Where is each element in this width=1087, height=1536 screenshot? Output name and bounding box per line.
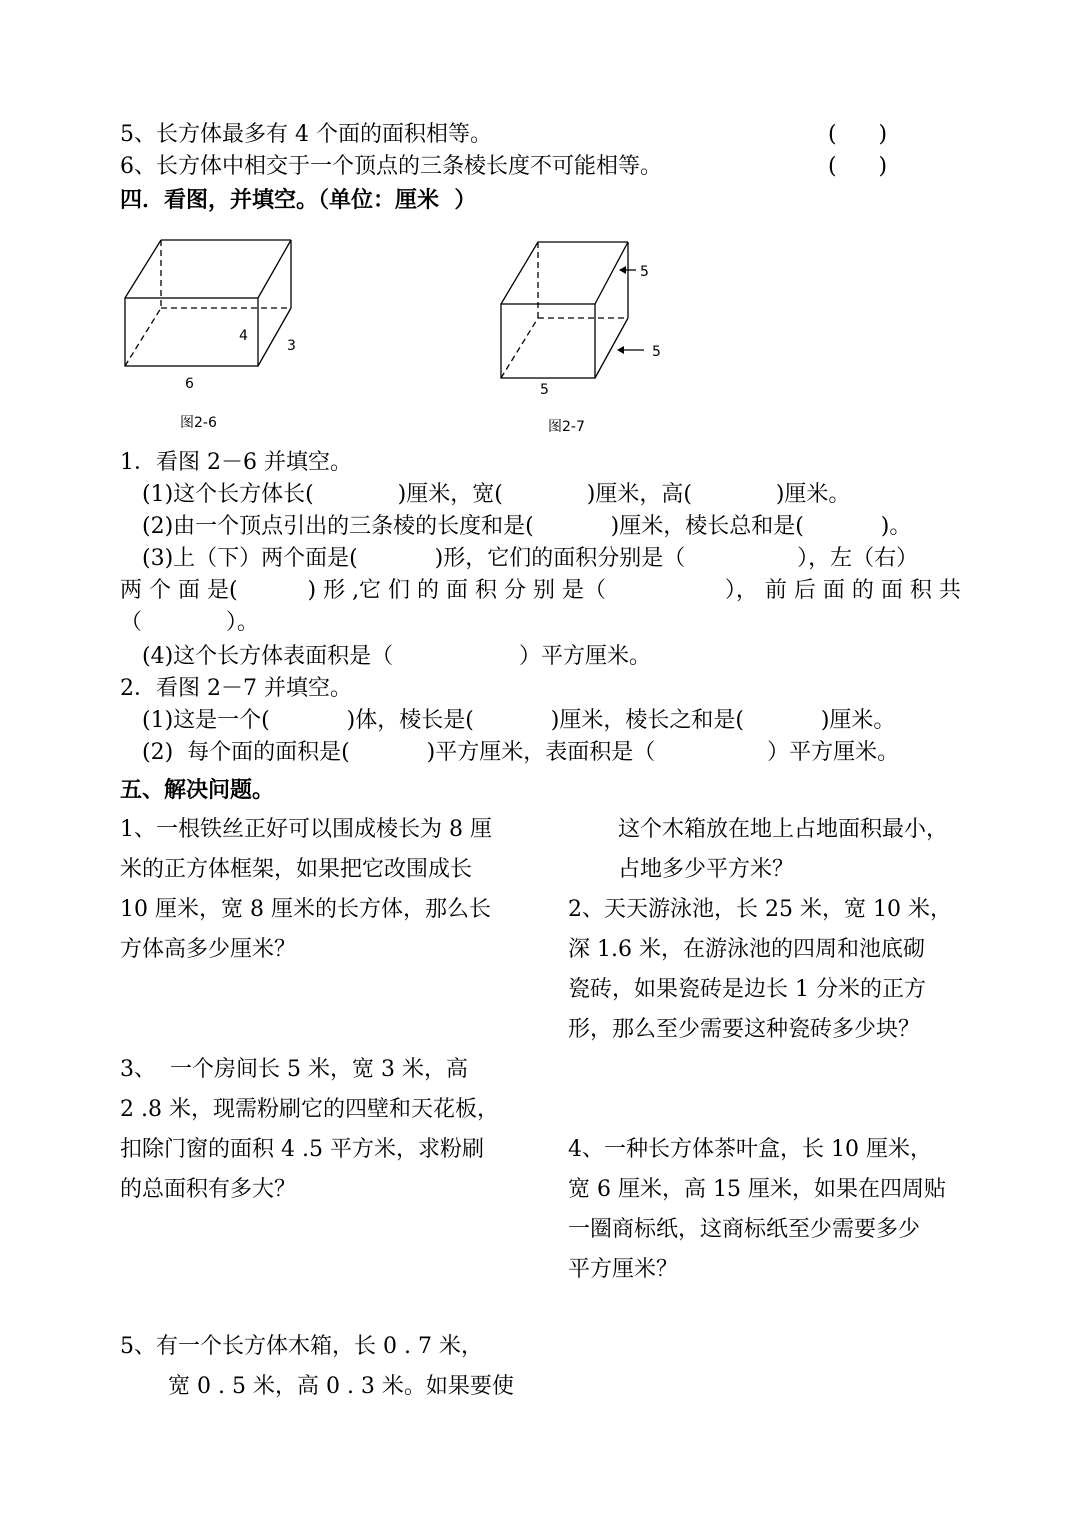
judge-item-5: 5、长方体最多有 4 个面的面积相等。: [120, 122, 492, 147]
cuboid-figure-2-6: [115, 232, 315, 392]
problem-1-part-3-line-3[interactable]: （ ）。: [120, 610, 259, 635]
cube-figure-2-7: [492, 232, 692, 402]
word-problem-line: 这个木箱放在地上占地面积最小，: [618, 817, 949, 842]
problem-1-part-2[interactable]: (2)由一个顶点引出的三条棱的长度和是( )厘米，棱长总和是( )。: [142, 514, 912, 539]
problem-1-part-3-line-1[interactable]: (3)上（下）两个面是( )形，它们的面积分别是（ ），左（右）: [142, 546, 919, 571]
fig2-caption: 图2-7: [548, 419, 585, 435]
problem-2-title: 2．看图 2－7 并填空。: [120, 676, 352, 701]
word-problem-line: 占地多少平方米？: [618, 857, 795, 882]
word-problem-line: 4、一种长方体茶叶盒，长 10 厘米，: [568, 1137, 932, 1162]
word-problem-line: 一圈商标纸，这商标纸至少需要多少: [568, 1217, 921, 1242]
fig1-caption: 图2-6: [180, 415, 217, 431]
word-problem-line: 米的正方体框架，如果把它改围成长: [120, 857, 473, 882]
problem-1-part-1[interactable]: (1)这个长方体长( )厘米，宽( )厘米，高( )厘米。: [142, 482, 851, 507]
judge-item-6: 6、长方体中相交于一个顶点的三条棱长度不可能相等。: [120, 154, 662, 179]
word-problem-line: 形，那么至少需要这种瓷砖多少块？: [568, 1017, 921, 1042]
judge-answer-5[interactable]: ( ): [828, 122, 888, 147]
word-problem-line: 方体高多少厘米？: [120, 937, 297, 962]
section-5-title: 五、解决问题。: [120, 778, 275, 803]
word-problem-line: 的总面积有多大？: [120, 1177, 297, 1202]
word-problem-line: 宽 0 . 5 米，高 0 . 3 米。如果要使: [168, 1374, 514, 1399]
problem-1-title: 1．看图 2－6 并填空。: [120, 450, 352, 475]
word-problem-line: 2、天天游泳池，长 25 米，宽 10 米，: [568, 897, 952, 922]
word-problem-line: 宽 6 厘米，高 15 厘米，如果在四周贴: [568, 1177, 946, 1202]
word-problem-line: 5、有一个长方体木箱，长 0 . 7 米，: [120, 1334, 483, 1359]
fig2-edge-top-label: 5: [640, 264, 649, 280]
judge-answer-6[interactable]: ( ): [828, 154, 888, 179]
word-problem-line: 瓷砖，如果瓷砖是边长 1 分米的正方: [568, 977, 926, 1002]
word-problem-line: 10 厘米，宽 8 厘米的长方体，那么长: [120, 897, 491, 922]
fig2-edge-bottom-label: 5: [540, 382, 549, 398]
fig1-width-label: 3: [287, 338, 296, 354]
problem-1-part-4[interactable]: (4)这个长方体表面积是（ ）平方厘米。: [142, 644, 652, 669]
fig2-edge-mid-label: 5: [652, 344, 661, 360]
word-problem-line: 扣除门窗的面积 4 .5 平方米，求粉刷: [120, 1137, 484, 1162]
word-problem-line: 3、 一个房间长 5 米，宽 3 米，高: [120, 1057, 468, 1082]
word-problem-line: 深 1.6 米，在游泳池的四周和池底砌: [568, 937, 925, 962]
word-problem-line: 平方厘米？: [568, 1257, 679, 1282]
fig1-length-label: 6: [185, 376, 194, 392]
problem-2-part-1[interactable]: (1)这是一个( )体，棱长是( )厘米，棱长之和是( )厘米。: [142, 708, 896, 733]
problem-1-part-3-line-2[interactable]: 两 个 面 是( ) 形 ,它 们 的 面 积 分 别 是（ ）， 前 后 面 的 面 积 共: [120, 578, 961, 603]
word-problem-line: 1、一根铁丝正好可以围成棱长为 8 厘: [120, 817, 492, 842]
fig1-height-label: 4: [239, 328, 248, 344]
word-problem-line: 2 .8 米，现需粉刷它的四壁和天花板，: [120, 1097, 499, 1122]
section-4-title: 四．看图，并填空。（单位：厘米 ）: [120, 188, 477, 213]
problem-2-part-2[interactable]: (2) 每个面的面积是( )平方厘米，表面积是（ ）平方厘米。: [142, 740, 900, 765]
